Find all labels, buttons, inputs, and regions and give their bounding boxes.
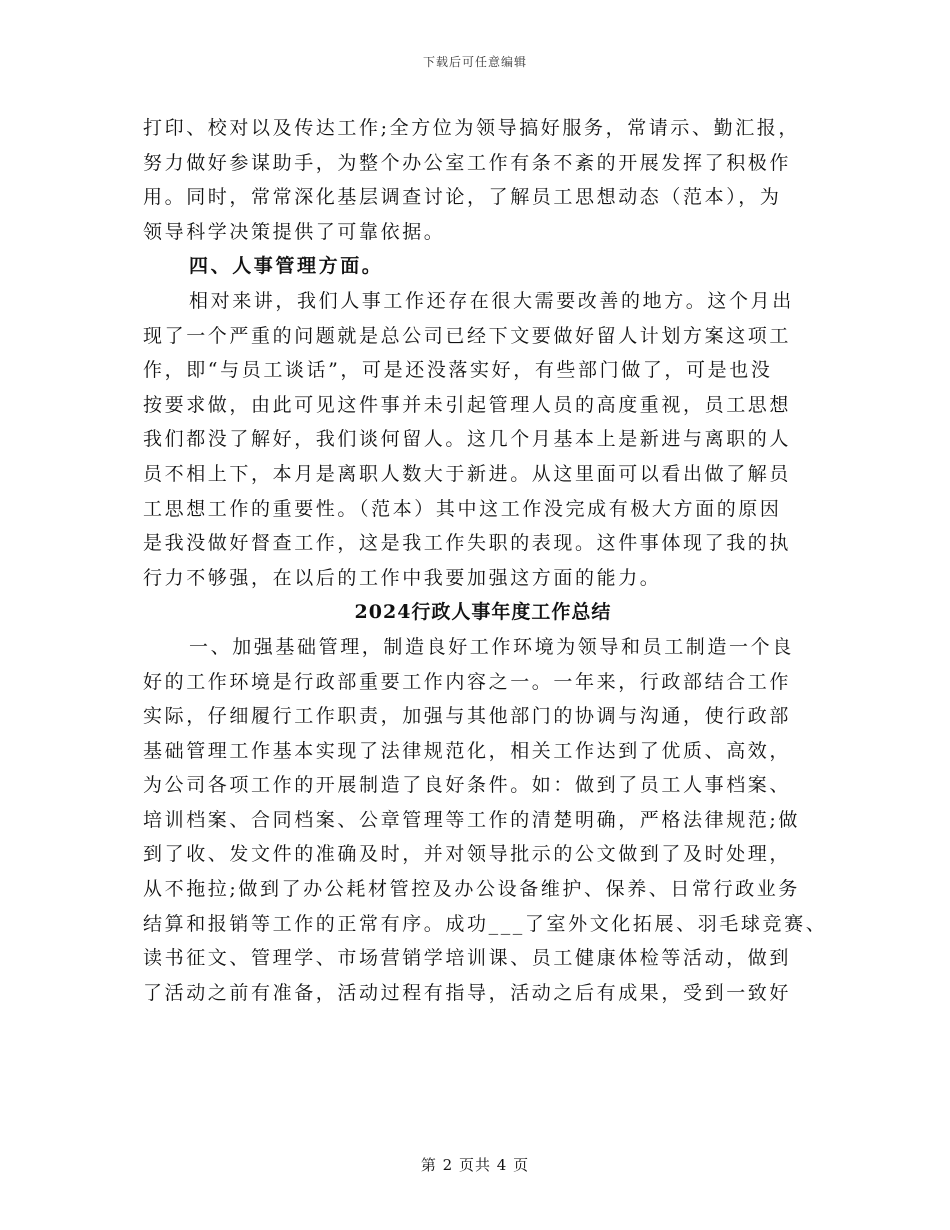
body-line: 相对来讲，我们人事工作还存在很大需要改善的地方。这个月出 [189, 289, 794, 312]
body-line: 了活动之前有准备，活动过程有指导，活动之后有成果，受到一致好 [143, 981, 792, 1004]
body-line: 努力做好参谋助手，为整个办公室工作有条不紊的开展发挥了积极作 [143, 151, 792, 174]
body-line: 用。同时，常常深化基层调查讨论，了解员工思想动态（范本），为 [143, 186, 782, 209]
body-line: 一、加强基础管理，制造良好工作环境为领导和员工制造一个良 [189, 635, 794, 658]
body-line: 按要求做，由此可见这件事并未引起管理人员的高度重视，员工思想 [143, 393, 792, 416]
body-line: 员不相上下，本月是离职人数大于新进。从这里面可以看出做了解员 [143, 462, 792, 485]
body-line: 好的工作环境是行政部重要工作内容之一。一年来，行政部结合工作 [143, 670, 792, 693]
document-body [143, 111, 828, 1010]
body-line: 到了收、发文件的准确及时，并对领导批示的公文做到了及时处理， [143, 843, 792, 866]
document-title: 2024行政人事年度工作总结 [354, 601, 612, 624]
body-line: 基础管理工作基本实现了法律规范化，相关工作达到了优质、高效， [143, 739, 792, 762]
body-line: 是我没做好督查工作，这是我工作失职的表现。这件事体现了我的执 [143, 532, 792, 555]
section-heading: 四、人事管理方面。 [189, 255, 384, 278]
body-line: 结算和报销等工作的正常有序。成功___了室外文化拓展、羽毛球竞赛、 [143, 912, 828, 935]
body-line: 实际，仔细履行工作职责，加强与其他部门的协调与沟通，使行政部 [143, 705, 792, 728]
body-line: 我们都没了解好，我们谈何留人。这几个月基本上是新进与离职的人 [143, 428, 792, 451]
body-line: 工思想工作的重要性。（范本）其中这工作没完成有极大方面的原因 [143, 497, 782, 520]
body-line: 培训档案、合同档案、公章管理等工作的清楚明确，严格法律规范;做 [143, 808, 801, 831]
body-line: 现了一个严重的问题就是总公司已经下文要做好留人计划方案这项工 [143, 324, 792, 347]
page-number: 第 2 页共 4 页 [420, 1156, 530, 1174]
header-note: 下载后可任意编辑 [422, 55, 527, 69]
body-line: 为公司各项工作的开展制造了良好条件。如：做到了员工人事档案、 [143, 774, 792, 797]
body-line: 领导科学决策提供了可靠依据。 [143, 220, 446, 243]
body-line: 打印、校对以及传达工作;全方位为领导搞好服务，常请示、勤汇报， [143, 117, 801, 139]
body-line: 读书征文、管理学、市场营销学培训课、员工健康体检等活动，做到 [143, 947, 792, 970]
body-line: 行力不够强，在以后的工作中我要加强这方面的能力。 [143, 566, 662, 589]
body-line: 从不拖拉;做到了办公耗材管控及办公设备维护、保养、日常行政业务 [143, 878, 801, 901]
body-line: 作，即“与员工谈话”，可是还没落实好，有些部门做了，可是也没 [143, 359, 773, 382]
